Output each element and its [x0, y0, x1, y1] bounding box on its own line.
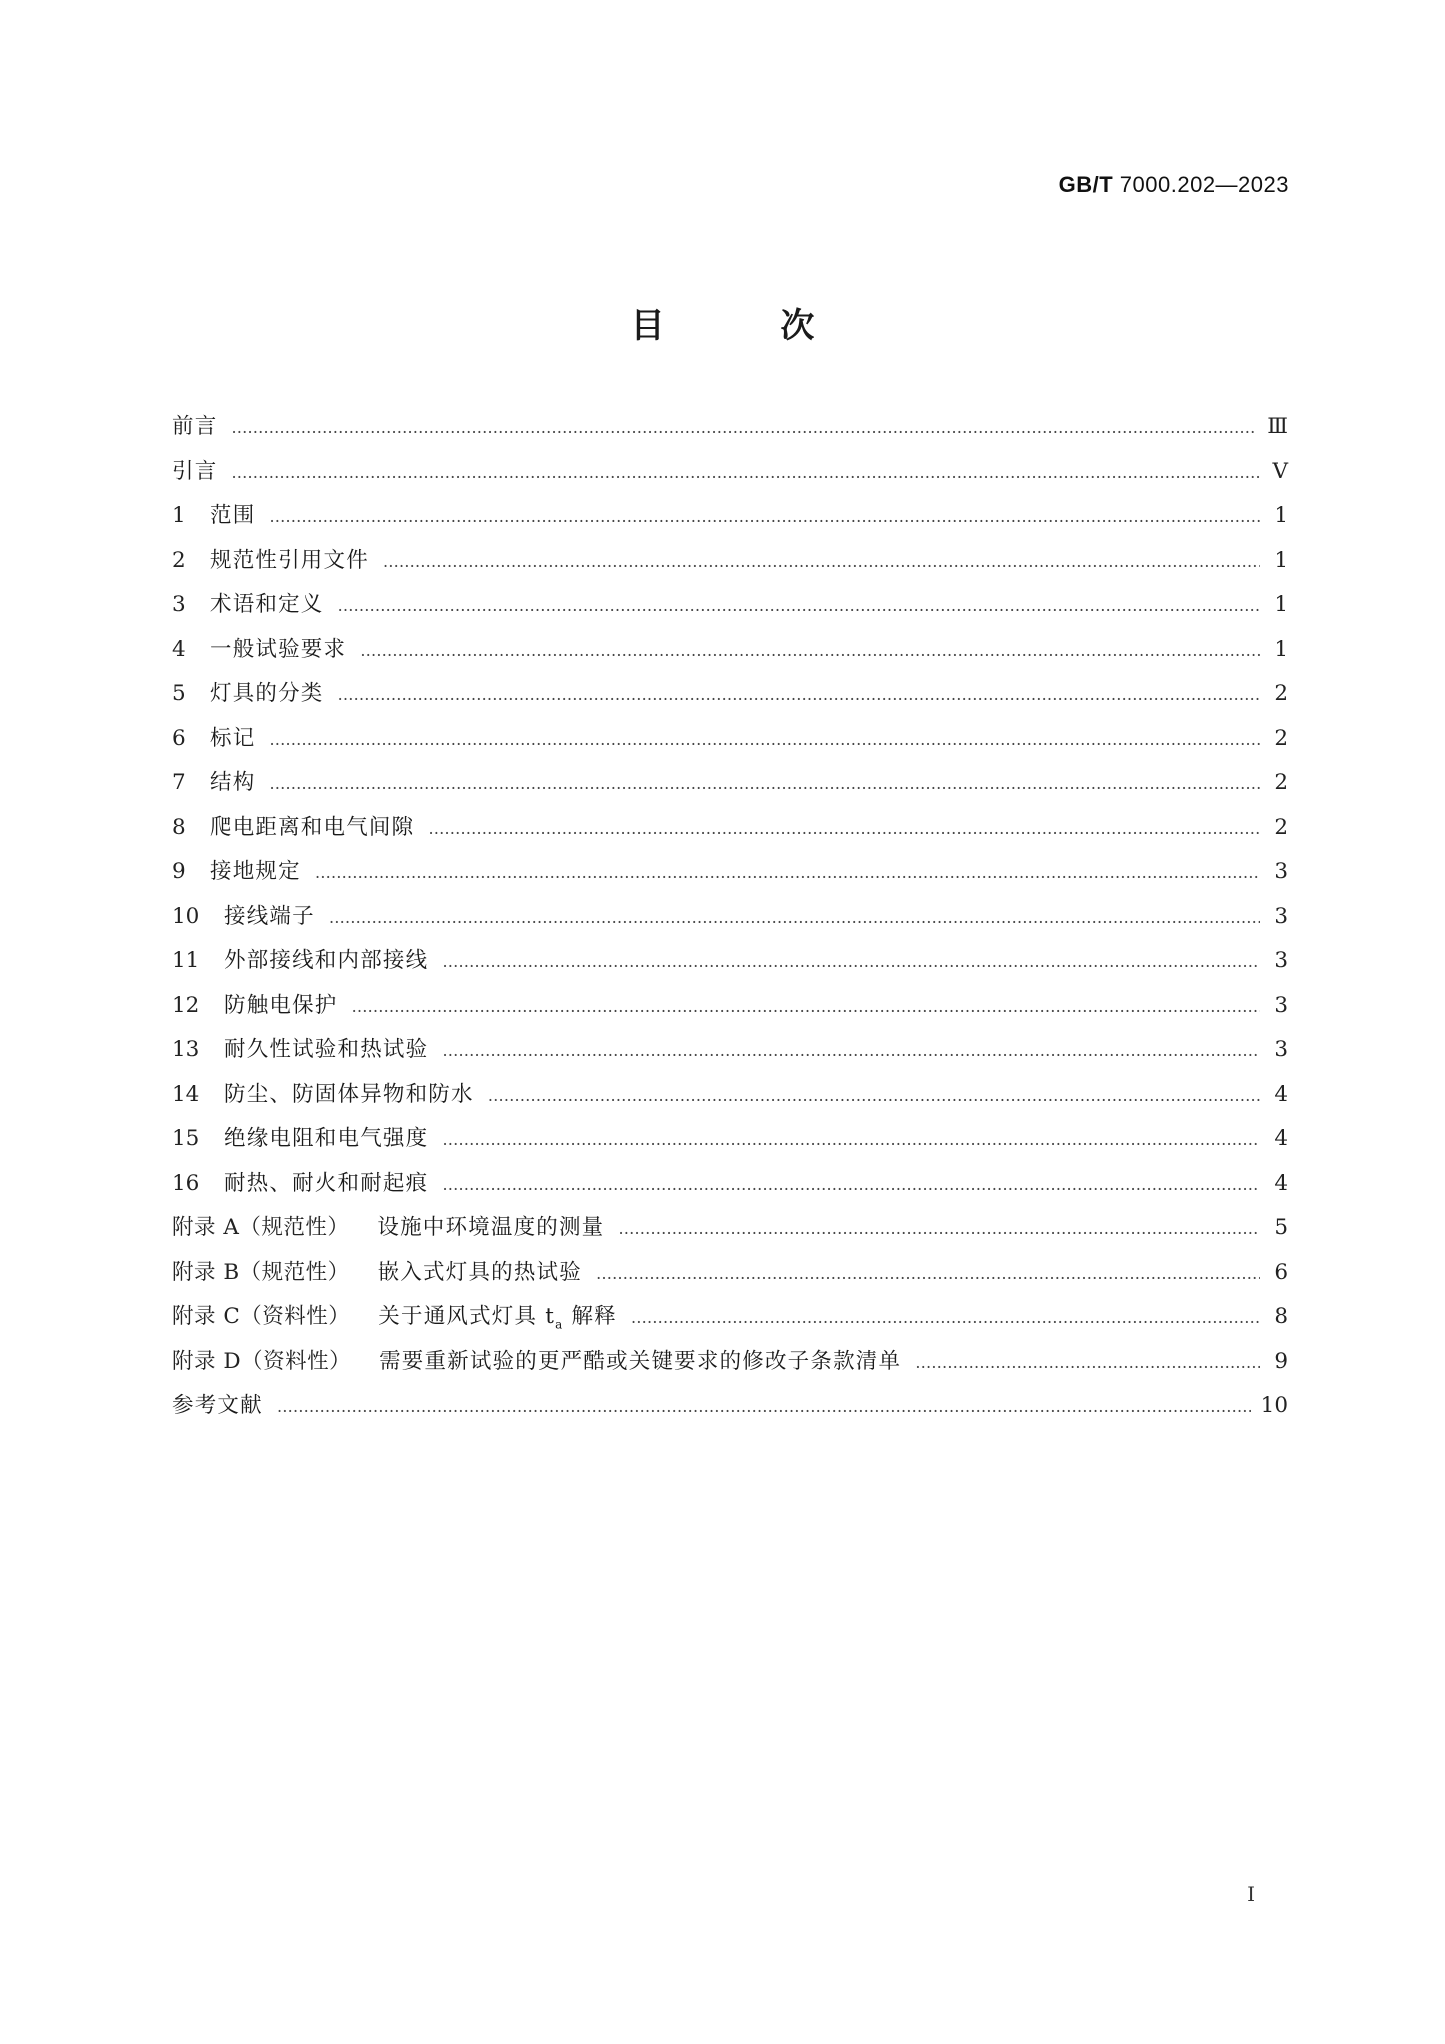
toc-entry-page: 3 — [1274, 903, 1288, 929]
toc-entry-label: 绝缘电阻和电气强度 — [224, 1126, 429, 1151]
toc-entry-section-4[interactable] — [172, 635, 1288, 680]
toc-entry-section-10[interactable] — [172, 902, 1288, 947]
toc-entry-section-5[interactable] — [172, 679, 1288, 724]
toc-entry-section-13[interactable] — [172, 1035, 1288, 1080]
toc-entry-label: 灯具的分类 — [210, 681, 324, 706]
toc-leader-dots — [442, 947, 1260, 977]
toc-entry-page: 9 — [1274, 1348, 1288, 1374]
page-title — [0, 298, 1445, 347]
page-number: Ⅰ — [1247, 1882, 1255, 1906]
toc-entry-label: 引言 — [172, 458, 218, 484]
toc-leader-dots — [618, 1214, 1260, 1244]
toc-entry-section-14[interactable] — [172, 1080, 1288, 1125]
toc-entry-label: 嵌入式灯具的热试验 — [377, 1259, 582, 1285]
toc-entry-page: 1 — [1274, 592, 1288, 617]
toc-entry-page: 2 — [1274, 770, 1288, 795]
toc-entry-page: Ⅲ — [1267, 414, 1288, 439]
toc-entry-number: 附录 B（规范性） — [172, 1259, 350, 1285]
toc-entry-number: 附录 A（规范性） — [172, 1215, 350, 1240]
toc-entry-foreword[interactable] — [172, 412, 1288, 457]
toc-entry-number: 16 — [172, 1170, 200, 1196]
toc-leader-dots — [338, 591, 1260, 621]
toc-entry-number: 12 — [172, 992, 200, 1018]
toc-entry-annex-b[interactable] — [172, 1258, 1288, 1303]
toc-leader-dots — [231, 413, 1257, 443]
toc-entry-label: 术语和定义 — [210, 592, 324, 617]
toc-entry-page: 4 — [1274, 1126, 1288, 1151]
toc-leader-dots — [428, 814, 1260, 844]
toc-entry-section-2[interactable] — [172, 546, 1288, 591]
toc-entry-number: 5 — [172, 681, 186, 706]
toc-entry-label: 接线端子 — [224, 903, 315, 929]
toc-entry-label: 耐久性试验和热试验 — [224, 1037, 429, 1062]
toc-leader-dots — [329, 903, 1260, 933]
toc-entry-page: 1 — [1274, 636, 1288, 662]
table-of-contents — [172, 412, 1288, 1436]
toc-leader-dots — [915, 1348, 1260, 1378]
toc-entry-label-tail: 解释 — [571, 1304, 617, 1329]
toc-entry-label: 范围 — [210, 503, 256, 528]
toc-entry-page: Ⅴ — [1272, 458, 1288, 484]
toc-entry-number: 3 — [172, 592, 186, 617]
toc-entry-section-16[interactable] — [172, 1169, 1288, 1214]
toc-entry-page: 3 — [1274, 859, 1288, 884]
toc-entry-bibliography[interactable] — [172, 1391, 1288, 1436]
toc-entry-page: 2 — [1274, 814, 1288, 840]
toc-entry-page: 1 — [1274, 547, 1288, 573]
toc-leader-dots — [315, 858, 1260, 888]
toc-leader-dots — [442, 1036, 1260, 1066]
toc-entry-label — [378, 1302, 617, 1339]
page-title-char-1: 目 — [630, 306, 665, 346]
toc-entry-introduction[interactable] — [172, 457, 1288, 502]
toc-leader-dots — [231, 458, 1260, 488]
toc-entry-label: 参考文献 — [172, 1393, 263, 1418]
toc-entry-label: 外部接线和内部接线 — [224, 948, 429, 973]
toc-entry-label-main: 关于通风式灯具 t — [378, 1304, 556, 1329]
toc-entry-page: 8 — [1274, 1304, 1288, 1329]
toc-entry-number: 附录 D（资料性） — [172, 1348, 352, 1374]
toc-entry-section-3[interactable] — [172, 590, 1288, 635]
toc-entry-section-7[interactable] — [172, 768, 1288, 813]
toc-entry-label: 需要重新试验的更严酷或关键要求的修改子条款清单 — [379, 1348, 902, 1374]
toc-entry-section-15[interactable] — [172, 1124, 1288, 1169]
toc-entry-number: 4 — [172, 636, 186, 662]
toc-entry-label: 耐热、耐火和耐起痕 — [224, 1170, 429, 1196]
toc-leader-dots — [596, 1259, 1260, 1289]
toc-entry-label: 一般试验要求 — [210, 636, 347, 662]
toc-entry-page: 3 — [1274, 992, 1288, 1018]
toc-entry-section-1[interactable] — [172, 501, 1288, 546]
toc-leader-dots — [352, 992, 1260, 1022]
toc-entry-label: 结构 — [210, 770, 256, 795]
toc-entry-number: 附录 C（资料性） — [172, 1304, 351, 1329]
toc-entry-label: 前言 — [172, 414, 218, 439]
toc-entry-annex-d[interactable] — [172, 1347, 1288, 1392]
toc-entry-page: 5 — [1274, 1215, 1288, 1240]
toc-leader-dots — [269, 502, 1260, 532]
toc-leader-dots — [631, 1303, 1260, 1333]
toc-entry-label: 规范性引用文件 — [210, 547, 369, 573]
toc-leader-dots — [277, 1392, 1251, 1422]
toc-entry-number: 9 — [172, 859, 186, 884]
toc-entry-number: 15 — [172, 1126, 200, 1151]
toc-leader-dots — [442, 1125, 1260, 1155]
toc-entry-number: 14 — [172, 1081, 200, 1107]
toc-entry-page: 1 — [1274, 503, 1288, 528]
toc-entry-page: 3 — [1274, 948, 1288, 973]
toc-entry-annex-a[interactable] — [172, 1213, 1288, 1258]
toc-leader-dots — [269, 769, 1260, 799]
toc-entry-page: 2 — [1274, 725, 1288, 751]
toc-entry-label: 设施中环境温度的测量 — [377, 1215, 605, 1240]
toc-entry-page: 10 — [1260, 1393, 1288, 1418]
toc-entry-label: 爬电距离和电气间隙 — [210, 814, 415, 840]
page-title-char-2: 次 — [780, 306, 815, 346]
toc-entry-section-8[interactable] — [172, 813, 1288, 858]
toc-entry-label: 接地规定 — [210, 859, 301, 884]
toc-entry-number: 10 — [172, 903, 200, 929]
toc-entry-label-subscript: a — [555, 1317, 564, 1332]
toc-entry-number: 7 — [172, 770, 186, 795]
toc-entry-number: 6 — [172, 725, 186, 751]
toc-entry-section-9[interactable] — [172, 857, 1288, 902]
toc-entry-number: 13 — [172, 1037, 200, 1062]
toc-entry-label: 防触电保护 — [224, 992, 338, 1018]
document-code — [1059, 172, 1289, 198]
toc-leader-dots — [442, 1170, 1260, 1200]
toc-entry-annex-c[interactable] — [172, 1302, 1288, 1347]
document-code-prefix: GB/T — [1058, 172, 1114, 197]
toc-entry-number: 2 — [172, 547, 186, 573]
toc-entry-number: 1 — [172, 503, 186, 528]
toc-entry-label: 防尘、防固体异物和防水 — [224, 1081, 474, 1107]
toc-entry-page: 4 — [1274, 1170, 1288, 1196]
document-code-number: 7000.202—2023 — [1119, 172, 1289, 197]
toc-entry-number: 11 — [172, 948, 200, 973]
toc-entry-page: 3 — [1274, 1037, 1288, 1062]
toc-entry-label: 标记 — [210, 725, 256, 751]
toc-entry-page: 6 — [1274, 1259, 1288, 1285]
toc-entry-section-6[interactable] — [172, 724, 1288, 769]
toc-entry-page: 2 — [1274, 681, 1288, 706]
toc-leader-dots — [488, 1081, 1260, 1111]
toc-leader-dots — [269, 725, 1260, 755]
toc-entry-section-11[interactable] — [172, 946, 1288, 991]
toc-entry-section-12[interactable] — [172, 991, 1288, 1036]
toc-entry-number: 8 — [172, 814, 186, 840]
toc-leader-dots — [338, 680, 1260, 710]
toc-leader-dots — [360, 636, 1260, 666]
toc-entry-page: 4 — [1274, 1081, 1288, 1107]
toc-leader-dots — [383, 547, 1260, 577]
